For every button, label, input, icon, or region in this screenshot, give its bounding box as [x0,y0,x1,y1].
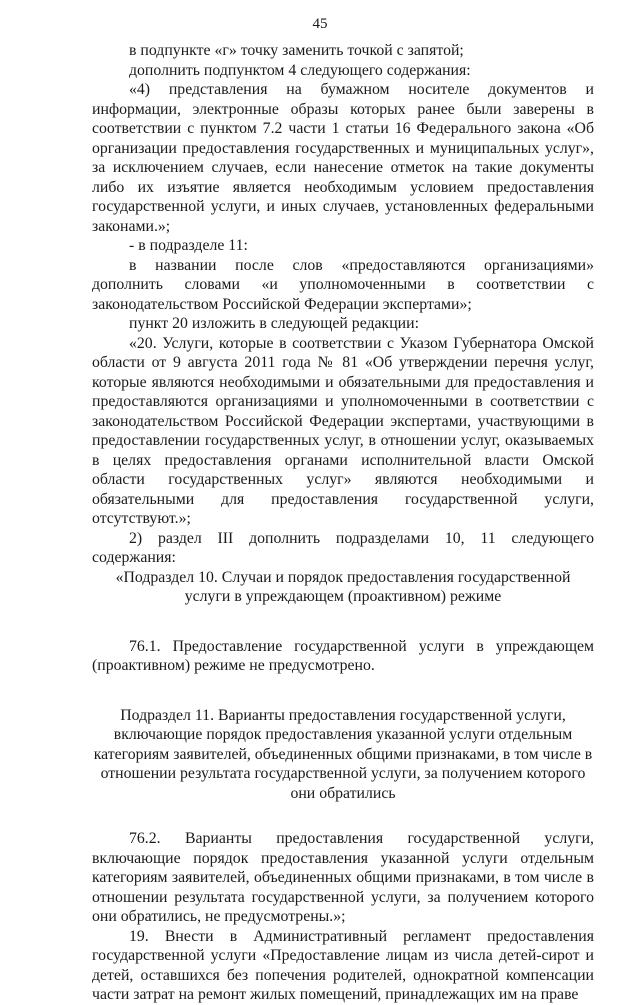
paragraph: 2) раздел III дополнить подразделами 10, 11 следующего содержания: [92,529,594,566]
paragraph: в подпункте «г» точку заменить точкой с запятой; [129,42,464,59]
paragraph: «20. Услуги, которые в соответствии с Указом Губернатора Омской области от 9 августа 2011 года № 81 «Об утверждении перечня услуг, которые являются необходимыми и обязательными для предоставления и предоставляются организациями и уполномоченными в соответствии с законодательством Российской Федерации экспертами, участвующими в предоставлении государственных услуг, в отношении услуг, оказываемых в целях предоставления органами исполнительной власти Омской области государственных услуг» являются необходимыми и обязательными для предоставления государственной услуги, отсутствуют.»; [92,334,594,527]
document-body [92,41,594,1005]
page-number: 45 [312,16,328,32]
paragraph: пункт 20 изложить в следующей редакции: [129,315,419,332]
paragraph: дополнить подпунктом 4 следующего содержания: [129,61,471,79]
subsection-heading: Подраздел 11. Варианты предоставления государственной услуги, включающие порядок предоставления указанной услуги отдельным категориям заявителей, объединенных общими признаками, в том числе в отношении результата государственной услуги, за получением которого они обратились [93,706,593,802]
paragraph: 76.2. Варианты предоставления государственной услуги, включающие порядок предоставления указанной услуги отдельным категориям заявителей, объединенных общими признаками, в том числе в отношении результата государственной услуги, за получением которого они обратились, не предусмотрены.»; [92,830,594,925]
paragraph: - в подразделе 11: [129,237,248,254]
paragraph: 76.1. Предоставление государственной услуги в упреждающем (проактивном) режиме не предусмотрено. [92,637,594,674]
paragraph: 19. Внести в Административный регламент предоставления государственной услуги «Предоставление лицам из числа детей-сирот и детей, оставшихся без попечения родителей, однократной компенсации части затрат на ремонт жилых помещений, принадлежащих им на праве [92,927,594,1003]
subsection-heading: «Подраздел 10. Случаи и порядок предоставления государственной услуги в упреждающем (проактивном) режиме [115,568,571,605]
paragraph: «4) представления на бумажном носителе документов и информации, электронные образы которых ранее были заверены в соответствии с пунктом 7.2 части 1 статьи 16 Федерального закона «Об организации предоставления государственных и муниципальных услуг», за исключением случаев, если нанесение отметок на такие документы либо их изъятие является необходимым условием предоставления государственной услуги, и иных случаев, установленных федеральными законами.»; [92,81,594,235]
paragraph: в названии после слов «предоставляются организациями» дополнить словами «и уполномоченными в соответствии с законодательством Российской Федерации экспертами»; [92,256,594,313]
